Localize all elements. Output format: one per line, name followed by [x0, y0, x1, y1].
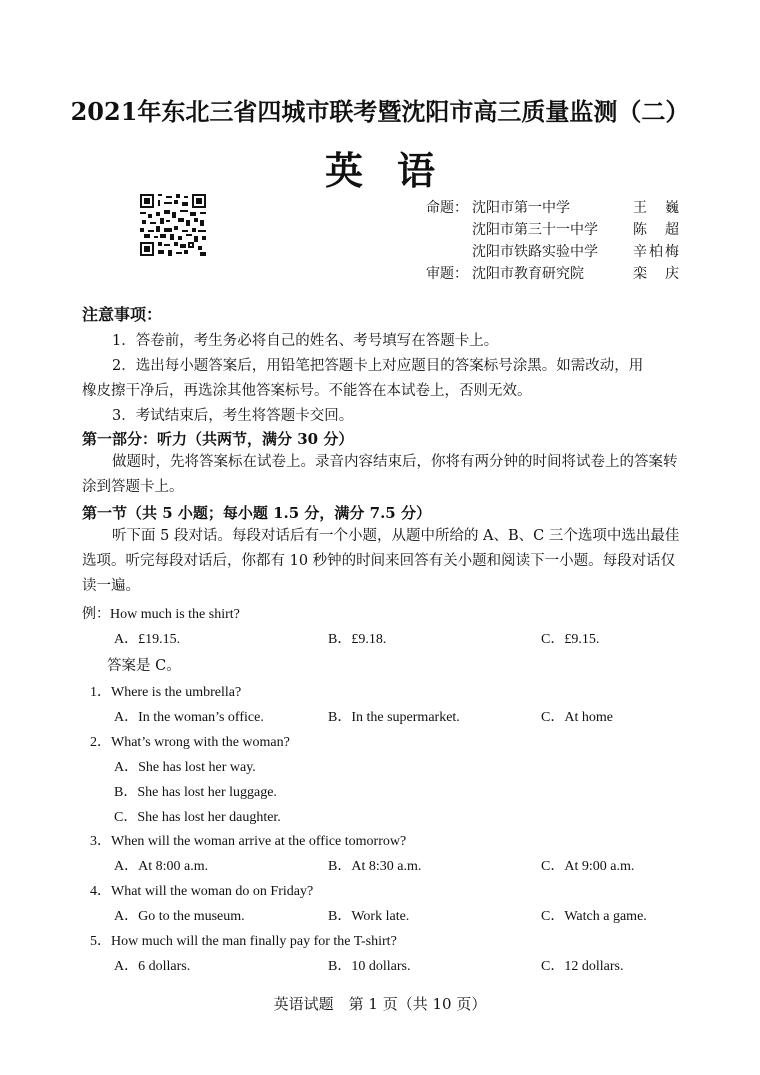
- part1-heading: 第一部分：听力（共两节，满分 30 分）: [82, 430, 354, 448]
- option-b: B．Work late.: [328, 909, 410, 924]
- question-text: When will the woman arrive at the office tomorrow?: [111, 834, 407, 849]
- example-text: How much is the shirt?: [110, 607, 240, 622]
- option-a: A．Go to the museum.: [114, 909, 245, 924]
- option-b: B．In the supermarket.: [328, 710, 460, 725]
- credit-name: 王 巍: [633, 200, 681, 216]
- example-label: 例：: [82, 607, 110, 622]
- credit-label: 命题：: [426, 200, 468, 216]
- question-3: [90, 830, 406, 850]
- part1-instructions: 做题时，先将答案标在试卷上。录音内容结束后，你将有两分钟的时间将试卷上的答案转涂到答题卡上。: [82, 454, 678, 495]
- option-c: C．At 9:00 a.m.: [541, 859, 635, 874]
- notice-item: 橡皮擦干净后，再选涂其他答案标号。不能答在本试卷上，否则无效。: [82, 383, 532, 399]
- option-c: C．At home: [541, 710, 613, 725]
- question-1: [90, 681, 241, 701]
- option-b: B．She has lost her luggage.: [114, 785, 277, 800]
- notice-heading: 注意事项：: [82, 305, 163, 324]
- question-number: 5．: [90, 934, 111, 949]
- credit-school: 沈阳市第一中学: [472, 200, 570, 216]
- credit-school: 沈阳市第三十一中学: [472, 222, 598, 238]
- option-b: B．At 8:30 a.m.: [328, 859, 422, 874]
- question-text: What will the woman do on Friday?: [111, 884, 314, 899]
- credit-school: 沈阳市铁路实验中学: [472, 244, 598, 260]
- question-text: Where is the umbrella?: [111, 685, 242, 700]
- question-text: What’s wrong with the woman?: [111, 735, 290, 750]
- exam-title: 2021年东北三省四城市联考暨沈阳市高三质量监测（二）: [70, 97, 690, 126]
- option-a: A．6 dollars.: [114, 959, 191, 974]
- credit-name: 陈 超: [633, 222, 681, 238]
- credit-school: 沈阳市教育研究院: [472, 266, 584, 282]
- credit-row: [426, 241, 681, 263]
- credit-name: 辛柏梅: [633, 244, 681, 260]
- credit-label: 审题：: [426, 266, 468, 282]
- option-b: B．10 dollars.: [328, 959, 411, 974]
- example-answer: 答案是 C。: [107, 658, 181, 674]
- option-a: A．In the woman’s office.: [114, 710, 264, 725]
- question-number: 1．: [90, 685, 111, 700]
- credit-name: 栾 庆: [633, 266, 681, 282]
- example-option-b: B．£9.18.: [328, 632, 387, 647]
- option-a: A．She has lost her way.: [114, 760, 256, 775]
- option-c: C．She has lost her daughter.: [114, 810, 281, 825]
- credit-row: [426, 197, 681, 219]
- option-a: A．At 8:00 a.m.: [114, 859, 209, 874]
- qr-code: [140, 194, 206, 256]
- option-c: C．Watch a game.: [541, 909, 647, 924]
- notice-item: 2．选出每小题答案后，用铅笔把答题卡上对应题目的答案标号涂黑。如需改动，用: [112, 358, 644, 374]
- question-5: [90, 930, 397, 950]
- question-number: 4．: [90, 884, 111, 899]
- notice-item: 3．考试结束后，考生将答题卡交回。: [112, 408, 354, 424]
- example-option-c: C．£9.15.: [541, 632, 600, 647]
- credit-row: [426, 263, 681, 285]
- subject-heading: 英语: [324, 148, 469, 193]
- section1-heading: 第一节（共 5 小题；每小题 1.5 分，满分 7.5 分）: [82, 504, 431, 522]
- question-4: [90, 880, 313, 900]
- question-2: [90, 731, 290, 751]
- option-c: C．12 dollars.: [541, 959, 624, 974]
- question-number: 2．: [90, 735, 111, 750]
- question-text: How much will the man finally pay for the T-shirt?: [111, 934, 397, 949]
- notice-item: 1．答卷前，考生务必将自己的姓名、考号填写在答题卡上。: [112, 333, 499, 349]
- page-footer: 英语试题 第 1 页（共 10 页）: [273, 995, 487, 1013]
- example-option-a: A．£19.15.: [114, 632, 181, 647]
- section1-instructions: 听下面 5 段对话。每段对话后有一个小题，从题中所给的 A、B、C 三个选项中选出最佳选项。听完每段对话后，你都有 10 秒钟的时间来回答有关小题和阅读下一小题。每段对话仅读一遍。: [82, 528, 680, 594]
- credit-row: [426, 219, 681, 241]
- example-question: [82, 603, 240, 623]
- credits-block: [426, 197, 681, 285]
- question-number: 3．: [90, 834, 111, 849]
